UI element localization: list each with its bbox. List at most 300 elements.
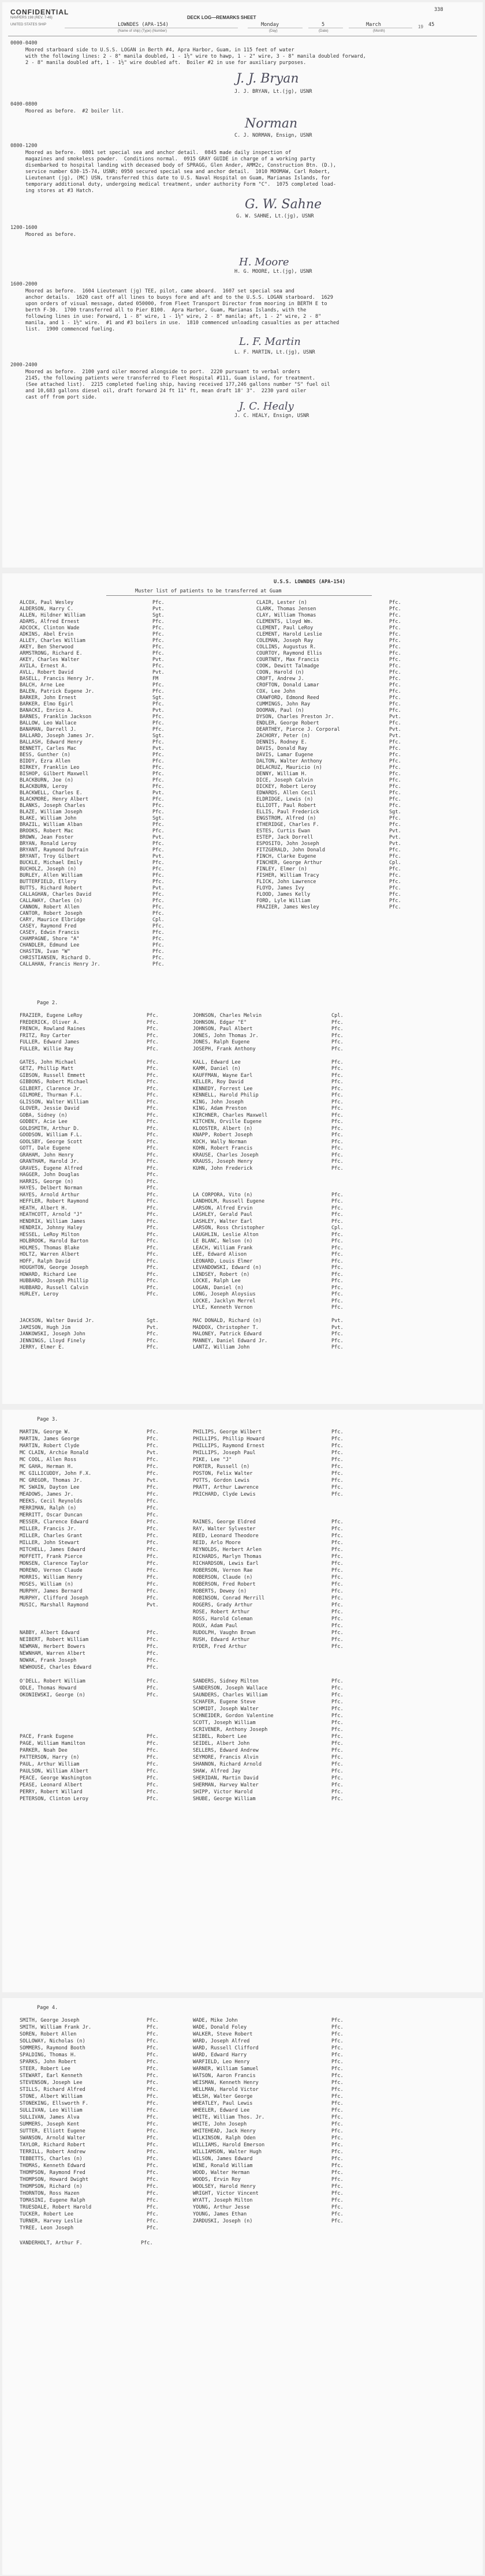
patient-name: BLANKS, Joseph Charles xyxy=(20,803,85,809)
muster-row xyxy=(20,1053,482,1060)
muster-row xyxy=(20,1464,482,1471)
patient-name: WHEATLEY, Paul Lewis xyxy=(193,2101,253,2106)
patient-rank: Pfc. xyxy=(389,619,401,625)
patient-rank: Pfc. xyxy=(147,1205,159,1211)
muster-row xyxy=(20,663,245,670)
muster-row xyxy=(20,727,245,733)
patient-name: HAYES, Arnold Arthur xyxy=(20,1192,80,1198)
patient-name: MC COOL, Allen Ross xyxy=(20,1457,77,1463)
patient-name: GIBSON, Russell Emmett xyxy=(20,1072,85,1079)
patient-rank: Pfc. xyxy=(147,1099,159,1105)
patient-rank: Pfc. xyxy=(331,1623,344,1629)
muster-row xyxy=(20,1436,482,1443)
muster-row xyxy=(20,2059,482,2066)
patient-name: LANTZ, William John xyxy=(193,1345,250,1350)
patient-rank: Pvt. xyxy=(331,1324,344,1331)
muster-row xyxy=(20,904,245,911)
patient-name: WHITE, William Thos. Jr. xyxy=(193,2115,265,2120)
patient-rank: Pfc. xyxy=(331,2205,344,2210)
muster-row xyxy=(20,1706,482,1713)
muster-row xyxy=(20,1285,482,1292)
patient-name: LEE, Edward Alison xyxy=(193,1252,247,1257)
patient-rank: Pfc. xyxy=(152,904,165,910)
patient-name: SULLIVAN, Leo William xyxy=(20,2108,83,2113)
patient-name: COLLINS, Augustus R. xyxy=(256,644,316,650)
patient-name: LINDSEY, Robert (n) xyxy=(193,1271,250,1278)
patient-rank: Pfc. xyxy=(147,2121,159,2127)
patient-name xyxy=(193,1053,326,1060)
patient-name: BUCHOLZ, Joseph (n) xyxy=(20,866,77,872)
muster-row xyxy=(20,1768,482,1775)
patient-name: TEBBETTS, Charles (n) xyxy=(20,2156,83,2162)
muster-row xyxy=(20,1139,482,1146)
muster-row xyxy=(256,733,482,739)
patient-name: GETZ, Phillip Matt xyxy=(20,1066,74,1072)
patient-rank: Pfc. xyxy=(147,1630,159,1636)
patient-rank xyxy=(331,1312,366,1319)
muster-row xyxy=(20,752,245,758)
patient-rank xyxy=(147,1720,187,1727)
patient-name: HEATHCOTT, Arnold "J" xyxy=(20,1212,83,1218)
muster-list-page-1 xyxy=(2,573,483,1404)
patient-name: HENDRIX, William James xyxy=(20,1218,85,1225)
patient-name: LOCKE, Jacklyn Merrel xyxy=(193,1298,256,1304)
patient-name: COON, Harold (n) xyxy=(256,670,304,675)
patient-name: TERRILL, Robert Andrew xyxy=(20,2149,85,2155)
patient-name: KENNEDY, Forrest Lee xyxy=(193,1086,253,1092)
patient-rank: Pfc. xyxy=(331,1720,344,1726)
watch-time: 2000-2400 xyxy=(10,362,38,368)
muster-row xyxy=(20,936,245,942)
patient-name: JENNINGS, Lloyd Finely xyxy=(20,1338,85,1344)
patient-rank: Pfc. xyxy=(331,2087,344,2093)
patient-rank: Pfc. xyxy=(147,1291,159,1297)
patient-rank: Cpl. xyxy=(152,917,165,923)
patient-name: GODBEY, Acie Lee xyxy=(20,1119,68,1125)
patient-name: MOSES, William (n) xyxy=(20,1582,74,1587)
patient-rank: Pfc. xyxy=(147,1658,159,1663)
patient-name: HENDRIX, Johnny Haley xyxy=(20,1225,83,1231)
muster-row xyxy=(20,1478,482,1485)
patient-name: FITZGERALD, John Donald xyxy=(256,847,325,853)
patient-rank: Pfc. xyxy=(331,1692,344,1698)
patient-name xyxy=(193,1185,326,1192)
patient-name xyxy=(193,1312,326,1319)
patient-name xyxy=(20,1609,141,1616)
patient-rank: Pfc. xyxy=(331,2184,344,2190)
patient-name: SWANSON, Arnold Walter xyxy=(20,2135,85,2141)
muster-row xyxy=(20,1568,482,1575)
patient-name: FISHER, William Tracy xyxy=(256,873,319,878)
patient-name: GATES, John Michael xyxy=(20,1059,77,1065)
patient-name: PAULSON, William Albert xyxy=(20,1768,88,1774)
patient-name: BUTTS, Richard Robert xyxy=(20,885,83,891)
muster-row xyxy=(20,809,245,816)
patient-name: MARTIN, Robert Clyde xyxy=(20,1443,80,1449)
page-label: Page 4. xyxy=(37,2005,58,2011)
patient-rank: Pfc. xyxy=(331,1533,344,1539)
patient-name: CHASTIN, Ivan "W" xyxy=(20,949,70,955)
muster-row xyxy=(20,2066,482,2073)
patient-rank: Pfc. xyxy=(331,1106,344,1111)
patient-rank: Pfc. xyxy=(147,1429,159,1435)
patient-name: CARY, Maurice Elbridge xyxy=(20,917,85,923)
muster-row xyxy=(20,1325,482,1332)
patient-rank: Pfc. xyxy=(147,1471,159,1477)
patient-name: LEACH, William Frank xyxy=(193,1245,253,1251)
patient-rank: Pfc. xyxy=(152,803,165,809)
patient-name xyxy=(193,1665,326,1672)
patient-name: WILLIAMSON, Walter Hugh xyxy=(193,2149,262,2155)
patient-name xyxy=(193,1672,326,1678)
muster-row xyxy=(256,790,482,797)
officer-name: G. W. SAHNE, Lt.(jg), USNR xyxy=(236,213,314,219)
patient-name: DAVIS, Lamar Eugene xyxy=(256,752,314,758)
patient-name: SHERIDAN, Martin David xyxy=(193,1775,259,1781)
patient-name: COURTOY, Raymond Ellis xyxy=(256,651,322,656)
patient-rank: Pfc. xyxy=(331,1457,344,1463)
patient-rank: Pfc. xyxy=(331,1644,344,1650)
patient-name: KING, Adam Preston xyxy=(193,1106,247,1111)
patient-rank: Pfc. xyxy=(147,1112,159,1118)
muster-row xyxy=(20,1179,482,1186)
patient-name: TAYLOR, Richard Robert xyxy=(20,2142,85,2148)
patient-name: ROBERSON, Vernon Rae xyxy=(193,1568,253,1574)
patient-name: CALLAHAN, Francis Henry Jr. xyxy=(20,962,100,967)
patient-rank: Pfc. xyxy=(147,1212,159,1218)
patient-name: SCOTT, Joseph William xyxy=(193,1720,256,1726)
watch-time: 1200-1600 xyxy=(10,225,38,231)
patient-rank: Pfc. xyxy=(147,2094,159,2100)
patient-name: KAUFFMAN, Wayne Earl xyxy=(193,1072,253,1079)
patient-name: BALLOW, Leo Wallace xyxy=(20,720,77,726)
patient-name xyxy=(20,1672,141,1678)
patient-rank: Pfc. xyxy=(331,1112,344,1118)
patient-rank: Pfc. xyxy=(147,1637,159,1643)
patient-rank xyxy=(147,1053,187,1060)
patient-rank: Pfc. xyxy=(147,2184,159,2190)
muster-row xyxy=(256,682,482,689)
patient-rank: Pfc. xyxy=(147,2211,159,2217)
patient-name: KRAUSE, Charles Joseph xyxy=(193,1152,259,1158)
patient-name: MILLER, John Stewart xyxy=(20,1540,80,1546)
patient-rank: Pfc. xyxy=(331,1540,344,1546)
muster-row xyxy=(256,606,482,613)
muster-row xyxy=(256,752,482,758)
patient-rank: Pfc. xyxy=(331,2156,344,2162)
patient-name: PARKER, Noah Dee xyxy=(20,1748,68,1753)
muster-row xyxy=(20,1713,482,1720)
patient-rank: Pfc. xyxy=(331,1436,344,1442)
patient-rank: Pfc. xyxy=(152,936,165,942)
patient-rank: Pfc. xyxy=(331,1072,344,1079)
patient-rank: Pfc. xyxy=(331,1218,344,1225)
patient-rank: Pfc. xyxy=(389,797,401,802)
patient-name: FORD, Lyle William xyxy=(256,898,311,904)
patient-rank: Pvt. xyxy=(152,885,165,891)
patient-rank: Pfc. xyxy=(331,1059,344,1065)
muster-row xyxy=(20,1026,482,1033)
patient-rank: Pfc. xyxy=(147,2025,159,2030)
patient-rank: Pfc. xyxy=(331,1609,344,1615)
muster-row xyxy=(256,835,482,841)
muster-row xyxy=(20,1252,482,1259)
muster-row xyxy=(20,1748,482,1755)
patient-name: WEISMAN, Kenneth Henry xyxy=(193,2080,259,2086)
patient-rank: Pfc. xyxy=(147,2080,159,2086)
patient-rank: Pfc. xyxy=(331,1291,344,1297)
muster-row xyxy=(20,625,245,632)
patient-name: AVLL, Robert David xyxy=(20,670,74,675)
patient-name: FINCH, Clarke Eugene xyxy=(256,854,316,859)
patient-rank: Pvt. xyxy=(389,714,401,720)
patient-name: BALLASH, Edward Henry xyxy=(20,739,83,745)
patient-rank: Pfc. xyxy=(331,1699,344,1705)
patient-rank: Pfc. xyxy=(331,1755,344,1760)
muster-row xyxy=(20,1789,482,1796)
patient-rank xyxy=(331,1651,366,1658)
muster-row xyxy=(20,854,245,860)
patient-name: KNAPP, Robert Joseph xyxy=(193,1132,253,1138)
muster-row xyxy=(20,2018,482,2025)
patient-rank: Pfc. xyxy=(331,1762,344,1767)
patient-rank xyxy=(331,1172,366,1179)
muster-row xyxy=(20,1272,482,1279)
patient-name: ALLEN, Hildner William xyxy=(20,613,85,618)
muster-row xyxy=(20,2087,482,2094)
muster-row xyxy=(20,670,245,676)
muster-row xyxy=(256,854,482,860)
patient-name: LE BLANC, Nelson (n) xyxy=(193,1238,253,1244)
muster-row xyxy=(256,625,482,632)
patient-name xyxy=(20,1312,141,1319)
muster-row xyxy=(256,727,482,733)
patient-rank: Pfc. xyxy=(152,619,165,625)
patient-rank: Pfc. xyxy=(331,1526,344,1532)
patient-name: ELLIOTT, Paul Robert xyxy=(256,803,316,809)
patient-name: RAY, Walter Sylvester xyxy=(193,1526,256,1532)
patient-name: THOMPSON, Howard Dwight xyxy=(20,2177,88,2183)
patient-rank: Pfc. xyxy=(147,2108,159,2113)
patient-rank: Pfc. xyxy=(152,911,165,917)
patient-name: PEACE, George Washington xyxy=(20,1775,92,1781)
patient-name: ESTEP, Jack Dorrell xyxy=(256,835,314,840)
patient-name: SUMMERS, Joseph Kent xyxy=(20,2121,80,2127)
patient-rank: Pfc. xyxy=(147,1554,159,1560)
patient-name xyxy=(20,1727,141,1734)
patient-rank: Pfc. xyxy=(147,1526,159,1532)
patient-name: PEASE, Leonard Albert xyxy=(20,1782,83,1788)
patient-name: SOREN, Robert Allen xyxy=(20,2031,77,2037)
page-label: Page 3. xyxy=(37,1417,58,1422)
patient-name: BURLEY, Allen William xyxy=(20,873,83,878)
officer-name: C. J. NORMAN, Ensign, USNR xyxy=(234,133,312,138)
muster-row xyxy=(256,885,482,892)
patient-name: ALDERSON, Harry C. xyxy=(20,606,74,612)
patient-rank: Pfc. xyxy=(152,866,165,872)
muster-row xyxy=(256,701,482,708)
muster-row xyxy=(20,746,245,752)
patient-name: WILSON, James Edward xyxy=(193,2156,253,2162)
patient-rank: Pfc. xyxy=(389,746,401,752)
patient-rank: Pfc. xyxy=(147,2087,159,2093)
muster-row xyxy=(256,866,482,873)
patient-name: SEIBEL, Robert Lee xyxy=(193,1734,247,1740)
patient-name: REID, Arlo Moore xyxy=(193,1540,241,1546)
patient-name: WOODS, Ervin Roy xyxy=(193,2177,241,2183)
patient-rank: Pfc. xyxy=(331,1471,344,1477)
patient-rank xyxy=(147,1706,187,1713)
patient-name: POSTON, Felix Walter xyxy=(193,1471,253,1477)
muster-row xyxy=(20,638,245,644)
muster-title: Muster list of patients to be transferred at Guam xyxy=(135,588,282,594)
muster-row xyxy=(20,765,245,771)
patient-name: ROBERSON, Fred Robert xyxy=(193,1582,256,1587)
muster-row xyxy=(20,2045,482,2052)
patient-name: THORNTON, Ross Hazen xyxy=(20,2191,80,2196)
patient-name: COLEMAN, Joseph Ray xyxy=(256,638,314,644)
patient-name: LASHLEY, Gerald Paul xyxy=(193,1212,253,1218)
muster-row xyxy=(256,651,482,657)
patient-rank: Pfc. xyxy=(147,1748,159,1753)
patient-name: SCHNEIDER, Gordon Valentine xyxy=(193,1713,274,1719)
patient-name: YOUNG, Arthur Jesse xyxy=(193,2205,250,2210)
patient-name: RUDOLPH, Vaughn Brown xyxy=(193,1630,256,1636)
patient-name: BRYANT, Troy Gilbert xyxy=(20,854,80,859)
muster-row xyxy=(20,1526,482,1533)
muster-row xyxy=(20,2149,482,2156)
patient-name: BANACKI, Enrico A. xyxy=(20,708,74,714)
muster-row xyxy=(20,1429,482,1436)
officer-name: J. J. BRYAN, Lt.(jg), USNR xyxy=(234,89,312,95)
patient-rank: Pvt. xyxy=(389,733,401,739)
muster-row xyxy=(20,1519,482,1526)
muster-row xyxy=(20,1238,482,1245)
muster-row xyxy=(20,1132,482,1139)
patient-rank: Pfc. xyxy=(147,2225,159,2231)
patient-rank: Pfc. xyxy=(331,1450,344,1456)
muster-row xyxy=(20,1595,482,1602)
patient-name: WHITEHEAD, Jack Henry xyxy=(193,2128,256,2134)
patient-name: WADE, Donald Foley xyxy=(193,2025,247,2030)
patient-name: WARD, Russell Clifford xyxy=(193,2045,259,2051)
patient-rank: Pfc. xyxy=(331,1706,344,1712)
muster-row xyxy=(256,739,482,746)
patient-rank: Pfc. xyxy=(147,2073,159,2079)
patient-rank: Pfc. xyxy=(331,1331,344,1337)
patient-name: CANNON, Robert Allen xyxy=(20,904,80,910)
watch-time: 0800-1200 xyxy=(10,143,38,149)
muster-row xyxy=(20,2094,482,2101)
patient-rank: Pfc. xyxy=(331,1099,344,1105)
muster-row xyxy=(20,1331,482,1338)
patient-name: CANTOR, Robert Joseph xyxy=(20,911,83,917)
patient-name: BUTTERFIELD, Ellery xyxy=(20,879,77,885)
patient-rank: Pfc. xyxy=(147,1519,159,1525)
patient-name: BALCH, Arne Lee xyxy=(20,682,65,688)
muster-row xyxy=(20,1166,482,1173)
patient-rank: Pfc. xyxy=(147,1086,159,1092)
patient-rank: Pfc. xyxy=(331,1079,344,1085)
muster-row xyxy=(256,657,482,663)
patient-name: LONG, Joseph Aloysius xyxy=(193,1291,256,1297)
patient-rank: Pfc. xyxy=(147,2218,159,2224)
patient-rank: Pfc. xyxy=(152,739,165,745)
patient-rank: Pfc. xyxy=(331,1066,344,1072)
patient-name: KELLER, Roy David xyxy=(193,1079,244,1085)
patient-rank: Pfc. xyxy=(147,2101,159,2106)
patient-rank: Pfc. xyxy=(331,1159,344,1165)
patient-name: WELLMAN, Harold Victor xyxy=(193,2087,259,2093)
muster-row xyxy=(20,2031,482,2038)
patient-name xyxy=(20,1699,141,1706)
patient-rank: Pfc. xyxy=(331,1139,344,1145)
muster-row xyxy=(20,1219,482,1226)
muster-table-page-4 xyxy=(20,2018,482,2232)
patient-rank: Pfc. xyxy=(331,1231,344,1238)
patient-name xyxy=(193,1505,326,1512)
muster-row xyxy=(20,1225,482,1232)
patient-rank: Pfc. xyxy=(331,1265,344,1271)
patient-rank: Pfc. xyxy=(147,1345,159,1350)
patient-rank: Pvt. xyxy=(152,854,165,859)
patient-name: ADAMS, Alfred Ernest xyxy=(20,619,80,625)
patient-rank: Pfc. xyxy=(152,930,165,936)
patient-name: HUBBARD, Russell Calvin xyxy=(20,1285,88,1291)
patient-rank: Pfc. xyxy=(147,1046,159,1052)
patient-name xyxy=(193,1512,326,1519)
patient-rank: Pfc. xyxy=(152,758,165,764)
patient-name: SHANNON, Richard Arnold xyxy=(193,1762,262,1767)
patient-rank: Pfc. xyxy=(147,1589,159,1594)
muster-row xyxy=(20,1699,482,1706)
patient-rank: Pfc. xyxy=(389,670,401,675)
muster-row xyxy=(20,873,245,879)
muster-row xyxy=(20,2052,482,2059)
patient-rank: Pfc. xyxy=(152,651,165,656)
patient-rank: Pfc. xyxy=(147,1032,159,1039)
patient-rank: Pfc. xyxy=(152,962,165,967)
patient-rank: Pfc. xyxy=(389,771,401,777)
muster-row xyxy=(256,695,482,701)
patient-rank: Pfc. xyxy=(147,1178,159,1185)
patient-rank: Pfc. xyxy=(389,752,401,758)
officer-name: L. F. MARTIN, Lt.(jg), USNR xyxy=(234,350,315,355)
patient-rank: Pfc. xyxy=(152,765,165,771)
patient-rank: Pfc. xyxy=(152,701,165,707)
patient-rank: Pfc. xyxy=(389,638,401,644)
patient-name: SOLLOWAY, Nicholas (n) xyxy=(20,2038,85,2044)
patient-name: PHILLIPS, Joseph Paul xyxy=(193,1450,256,1456)
muster-row xyxy=(20,2211,482,2218)
officer-signature: J. C. Healy xyxy=(239,400,294,412)
patient-rank: Pfc. xyxy=(331,1199,344,1204)
patient-name: WILKINSON, Ralph Oden xyxy=(193,2135,256,2141)
patient-name: ZARDUSKI, Joseph (n) xyxy=(193,2218,253,2224)
muster-row xyxy=(20,1547,482,1554)
muster-row xyxy=(20,885,245,892)
patient-name: BLAZE, William Joseph xyxy=(20,809,83,815)
log-entry: Moored as before. 1604 Lieutenant (jg) TEE, pilot, came aboard. 1607 set special sea and anchor details. 1620 cast off all lines to buoys fore and aft and to the U.S.S. LOGAN starboard. 1629 upon orders of visual message, dated 050000, from Fleet Transport Director from mooring in BERTH E to berth F-30. 1700 transferred all to Pier B100. Apra Harbor, Guam, Marianas Islands, with the following lines in use: Forward, 1 - 8" wire, 1 - 1½" wire, 2 - 8" manila; aft, 1 - 2" wire, 2 - 8" manila, and 1 - 1½" wire. #1 and #3 boilers in use. 1810 commenced unloading casualties as per attached list. 1900 commenced fueling. xyxy=(25,288,339,332)
patient-name: SELLERS, Edward Andrew xyxy=(193,1748,259,1753)
muster-row xyxy=(20,917,245,923)
patient-rank: Pfc. xyxy=(147,1271,159,1278)
muster-row xyxy=(20,2198,482,2205)
patient-name: LARSON, Ross Christopher xyxy=(193,1225,265,1231)
patient-rank: FM xyxy=(152,676,159,682)
log-entry: Moored as before. 2100 yard oiler moored alongside to port. 2220 pursuant to verbal orders 2145, the following patients were transferred to Fleet Hospital #111, Guam island, for treatment. (See attached list). 2215 completed fueling ship, having received 177,246 gallons number "S" fuel oil and 10,683 gallons diesel oil, draft forward 24 ft 11" ft, mean draft 18' 3". 2230 yard oiler cast off from port side. xyxy=(25,369,330,400)
patient-rank xyxy=(331,1658,366,1665)
